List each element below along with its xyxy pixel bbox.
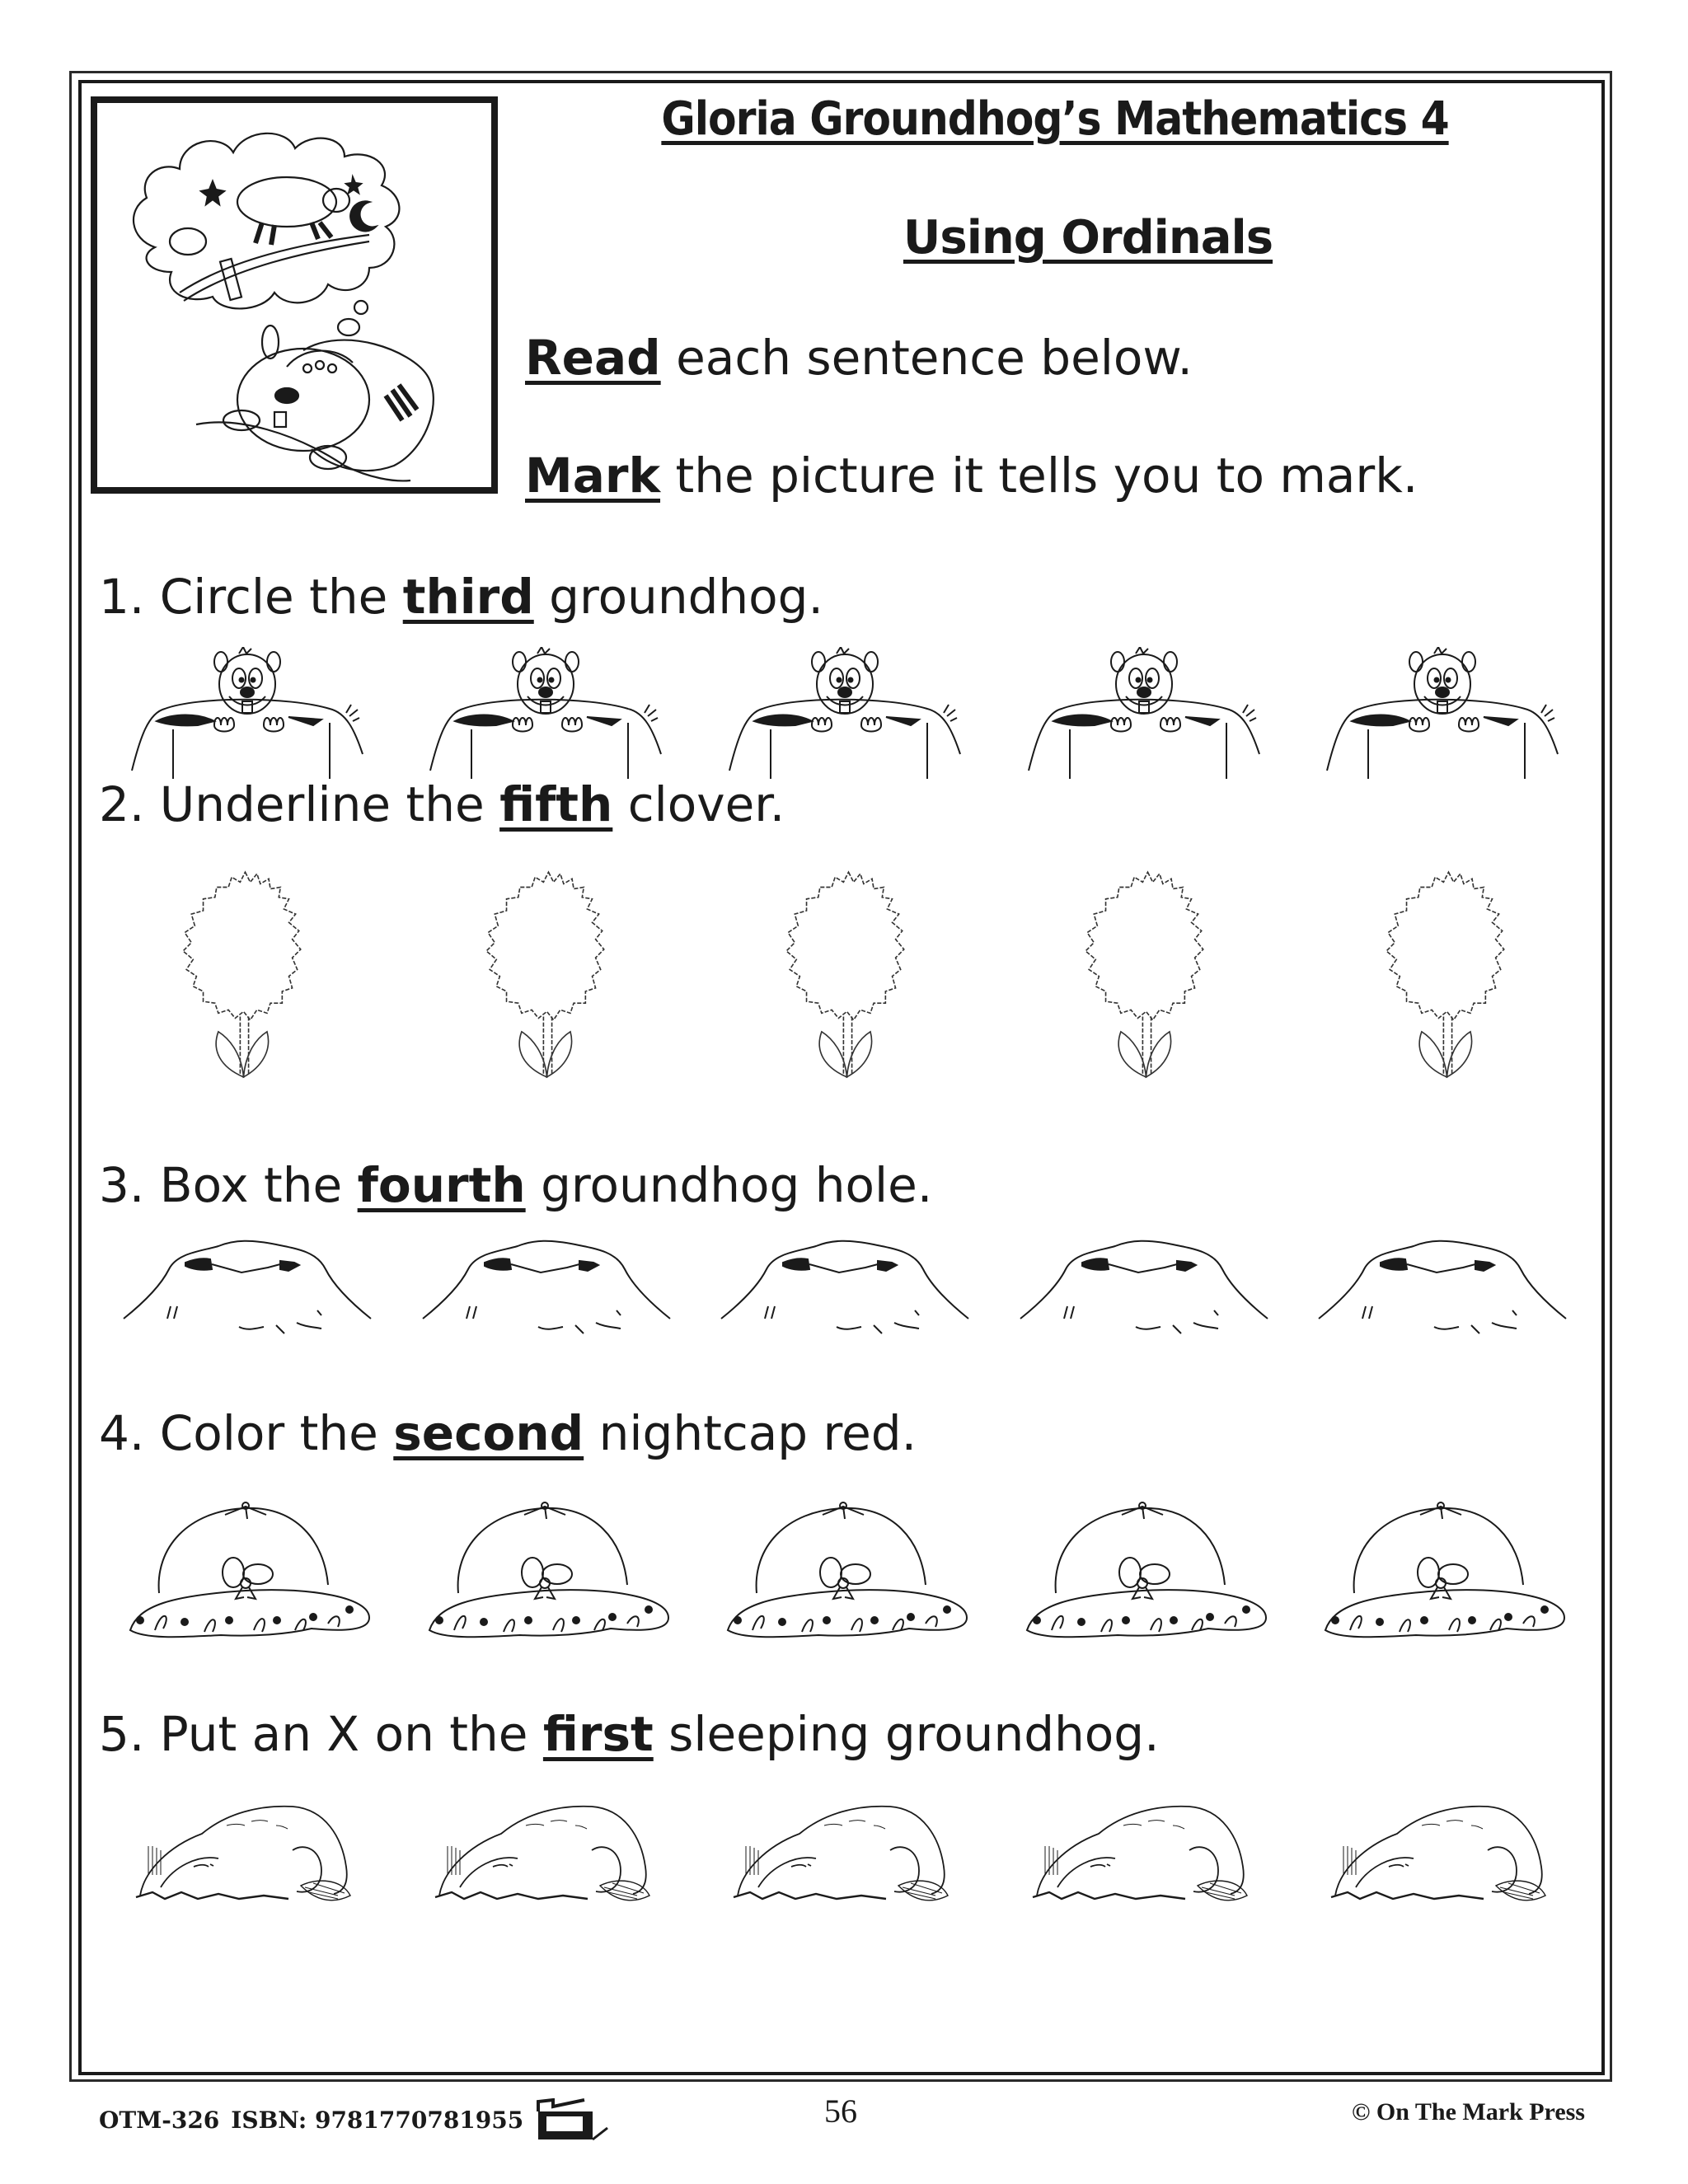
sleeping-groundhog-icon (1323, 1788, 1570, 1912)
groundhog-in-hole-icon[interactable] (721, 647, 968, 779)
groundhog-hole-icon (1315, 1236, 1570, 1343)
clover-icon[interactable] (169, 865, 321, 1084)
product-code: OTM-326 (99, 2106, 220, 2134)
nightcap-icon[interactable] (421, 1490, 677, 1638)
question-text: Underline the (159, 776, 500, 832)
sleeping-groundhog-icon[interactable] (1323, 1788, 1570, 1912)
clover-icon[interactable] (772, 865, 925, 1084)
nightcap-icon (720, 1490, 975, 1638)
groundhog-hole-icon (1016, 1236, 1272, 1343)
question-text: Color the (159, 1405, 394, 1461)
groundhog-in-hole-icon[interactable] (124, 647, 371, 779)
question-3 (99, 1157, 932, 1213)
sleeping-groundhog-icon (1025, 1788, 1272, 1912)
nightcap-icon (421, 1490, 677, 1638)
nightcap-icon[interactable] (1019, 1490, 1274, 1638)
clover-icon (472, 865, 625, 1084)
question-1 (99, 569, 823, 625)
footer-book-info (99, 2098, 626, 2141)
sleeping-groundhog-icon (725, 1788, 973, 1912)
ordinal-word: third (402, 569, 534, 625)
groundhog-in-hole-icon (422, 647, 669, 779)
nightcap-icon (1019, 1490, 1274, 1638)
clover-icon (169, 865, 321, 1084)
question-5 (99, 1706, 1160, 1762)
isbn: ISBN: 9781770781955 (231, 2106, 524, 2134)
question-4 (99, 1405, 917, 1461)
groundhog-hole-icon[interactable] (120, 1236, 375, 1343)
ordinal-word: fourth (357, 1157, 526, 1213)
groundhog-hole-icon[interactable] (717, 1236, 973, 1343)
groundhog-hole-icon (120, 1236, 375, 1343)
header-illustration-frame (91, 96, 498, 494)
nightcap-icon (122, 1490, 377, 1638)
copyright: © On The Mark Press (1352, 2098, 1585, 2125)
question-number: 4. (99, 1405, 145, 1461)
ordinal-word: first (542, 1706, 654, 1762)
clover-icon[interactable] (1372, 865, 1525, 1084)
nightcap-icon (1317, 1490, 1573, 1638)
clover-icon (1071, 865, 1224, 1084)
groundhog-hole-icon[interactable] (419, 1236, 674, 1343)
question-2 (99, 776, 785, 832)
groundhog-in-hole-icon (124, 647, 371, 779)
question-text: groundhog. (533, 569, 823, 625)
instruction-keyword: Mark (525, 448, 661, 504)
question-text: groundhog hole. (525, 1157, 933, 1213)
groundhog-hole-icon (717, 1236, 973, 1343)
groundhog-in-hole-icon (721, 647, 968, 779)
page-title: Gloria Groundhog’s Mathematics 4 (661, 92, 1449, 146)
groundhog-in-hole-icon[interactable] (422, 647, 669, 779)
sleeping-groundhog-icon[interactable] (725, 1788, 973, 1912)
page-subtitle: Using Ordinals (903, 211, 1273, 265)
question-text: sleeping groundhog. (653, 1706, 1160, 1762)
ordinal-word: fifth (499, 776, 613, 832)
groundhog-hole-icon (419, 1236, 674, 1343)
question-number: 2. (99, 776, 145, 832)
sleeping-groundhog-dreaming-of-sheep-icon (97, 103, 491, 487)
nightcap-icon[interactable] (1317, 1490, 1573, 1638)
instruction-read (525, 330, 1193, 386)
groundhog-in-hole-icon (1319, 647, 1566, 779)
clover-icon (772, 865, 925, 1084)
photocopier-icon (535, 2098, 626, 2141)
groundhog-in-hole-icon (1020, 647, 1268, 779)
instruction-keyword: Read (525, 330, 661, 386)
sleeping-groundhog-icon (128, 1788, 375, 1912)
sleeping-groundhog-icon[interactable] (1025, 1788, 1272, 1912)
clover-icon (1372, 865, 1525, 1084)
question-text: Put an X on the (159, 1706, 543, 1762)
question-text: Box the (159, 1157, 358, 1213)
sleeping-groundhog-icon[interactable] (128, 1788, 375, 1912)
groundhog-hole-icon[interactable] (1016, 1236, 1272, 1343)
clover-icon[interactable] (1071, 865, 1224, 1084)
question-text: nightcap red. (584, 1405, 917, 1461)
page-number: 56 (824, 2093, 857, 2130)
question-number: 1. (99, 569, 145, 625)
sleeping-groundhog-icon (427, 1788, 674, 1912)
question-number: 3. (99, 1157, 145, 1213)
groundhog-hole-icon[interactable] (1315, 1236, 1570, 1343)
nightcap-icon[interactable] (720, 1490, 975, 1638)
groundhog-in-hole-icon[interactable] (1020, 647, 1268, 779)
instruction-mark (525, 448, 1418, 504)
question-text: Circle the (159, 569, 403, 625)
question-text: clover. (612, 776, 785, 832)
instruction-text: the picture it tells you to mark. (660, 448, 1418, 504)
instruction-text: each sentence below. (660, 330, 1193, 386)
sleeping-groundhog-icon[interactable] (427, 1788, 674, 1912)
question-number: 5. (99, 1706, 145, 1762)
nightcap-icon[interactable] (122, 1490, 377, 1638)
ordinal-word: second (393, 1405, 584, 1461)
groundhog-in-hole-icon[interactable] (1319, 647, 1566, 779)
clover-icon[interactable] (472, 865, 625, 1084)
